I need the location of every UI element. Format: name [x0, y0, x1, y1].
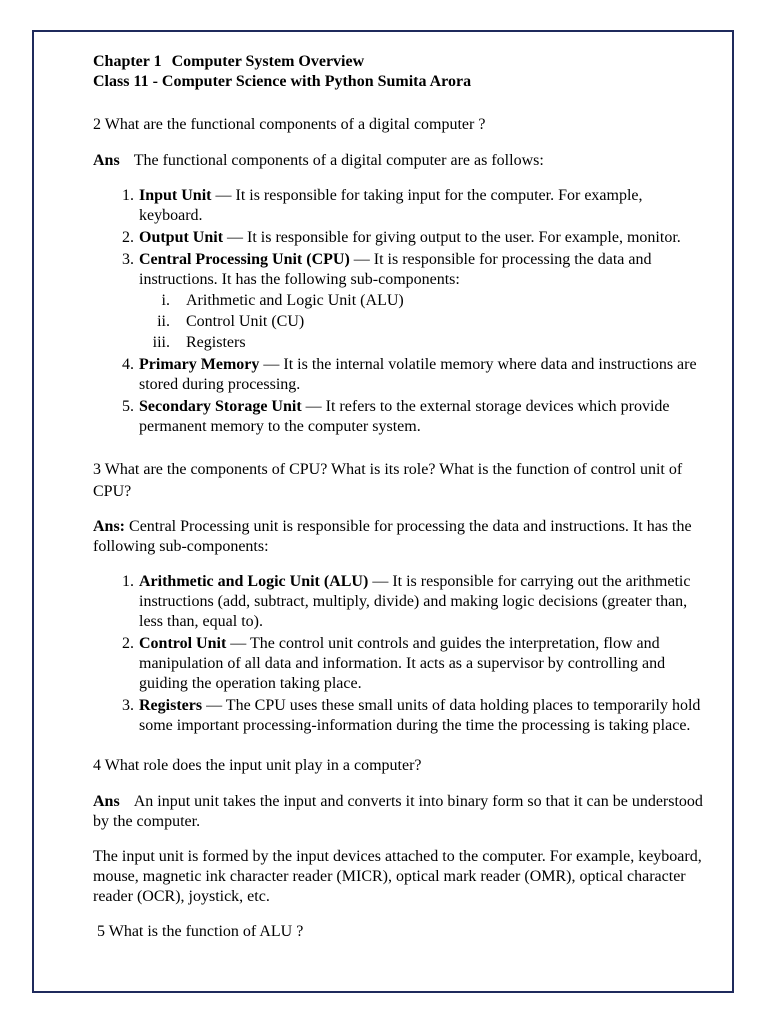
sub-list-item — [139, 332, 703, 353]
question-5: 5 What is the function of ALU ? — [93, 923, 304, 940]
sub-list-text: Registers — [186, 334, 246, 351]
question-2: 2 What are the functional components of a digital computer ? — [93, 116, 486, 133]
q3-cpu-list — [93, 572, 703, 736]
question-4: 4 What role does the input unit play in a computer? — [93, 757, 422, 774]
list-text: — It refers to the external storage devices which provide permanent memory to the computer system. — [139, 398, 670, 435]
list-item — [93, 355, 703, 395]
list-item — [93, 228, 703, 248]
list-text: — It is the internal volatile memory where data and instructions are stored during processing. — [139, 356, 697, 393]
sub-list-number: ii. — [157, 313, 170, 330]
document-content — [93, 52, 703, 942]
answer-text: Central Processing unit is responsible for processing the data and instructions. It has the following sub-components: — [93, 518, 692, 555]
list-text: — It is responsible for processing the data and instructions. It has the following sub-components: — [139, 251, 652, 288]
q2-component-list — [93, 186, 703, 437]
list-item — [93, 397, 703, 437]
answer-text: The functional components of a digital computer are as follows: — [133, 152, 544, 169]
sub-list-item — [139, 311, 703, 332]
list-number: 1. — [122, 187, 134, 204]
answer-label: Ans — [93, 152, 120, 169]
question-3: 3 What are the components of CPU? What is its role? What is the function of control unit of CPU? — [93, 461, 683, 500]
cpu-subcomponent-list — [139, 290, 703, 353]
list-term: Output Unit — [139, 229, 224, 246]
answer-label: Ans — [93, 793, 120, 810]
list-item — [93, 186, 703, 226]
list-item — [93, 696, 703, 736]
list-term: Primary Memory — [139, 356, 260, 373]
chapter-label: Chapter 1 — [93, 53, 162, 70]
list-term: Arithmetic and Logic Unit (ALU) — [139, 573, 369, 590]
list-number: 2. — [122, 635, 134, 652]
list-term: Control Unit — [139, 635, 227, 652]
list-item — [93, 634, 703, 694]
answer-text: An input unit takes the input and converts it into binary form so that it can be understood by the computer. — [93, 793, 703, 830]
list-term: Input Unit — [139, 187, 212, 204]
sub-list-text: Arithmetic and Logic Unit (ALU) — [186, 292, 404, 309]
list-number: 2. — [122, 229, 134, 246]
list-number: 3. — [122, 251, 134, 268]
list-item — [93, 250, 703, 353]
list-term: Central Processing Unit (CPU) — [139, 251, 350, 268]
answer-label: Ans: — [93, 518, 126, 535]
chapter-heading — [93, 52, 703, 72]
answer-3-intro — [93, 517, 703, 557]
list-text: — It is responsible for giving output to the user. For example, monitor. — [223, 229, 681, 246]
list-text: — It is responsible for taking input for the computer. For example, keyboard. — [139, 187, 643, 224]
sub-list-number: iii. — [152, 334, 170, 351]
sub-list-number: i. — [161, 292, 170, 309]
class-heading: Class 11 - Computer Science with Python Sumita Arora — [93, 73, 472, 90]
list-item — [93, 572, 703, 632]
answer-2-intro — [93, 151, 703, 171]
list-number: 4. — [122, 356, 134, 373]
sub-list-text: Control Unit (CU) — [186, 313, 305, 330]
list-number: 1. — [122, 573, 134, 590]
list-number: 3. — [122, 697, 134, 714]
sub-list-item — [139, 290, 703, 311]
chapter-title: Computer System Overview — [171, 53, 365, 70]
list-text: — It is responsible for carrying out the arithmetic instructions (add, subtract, multiply, divide) and making logic decisions (greater than, less than, equal to). — [139, 573, 691, 630]
list-text: — The control unit controls and guides the interpretation, flow and manipulation of all data and information. It acts as a supervisor by controlling and guiding the operation taking place. — [139, 635, 666, 692]
list-text: — The CPU uses these small units of data holding places to temporarily hold some important processing-information during the time the processing is taking place. — [139, 697, 701, 734]
answer-4 — [93, 792, 703, 832]
answer-4-paragraph-2: The input unit is formed by the input devices attached to the computer. For example, keyboard, mouse, magnetic ink character reader (MICR), optical mark reader (OMR), optical character reader (OCR), joystick, etc. — [93, 848, 702, 905]
list-number: 5. — [122, 398, 134, 415]
list-term: Registers — [139, 697, 203, 714]
list-term: Secondary Storage Unit — [139, 398, 302, 415]
